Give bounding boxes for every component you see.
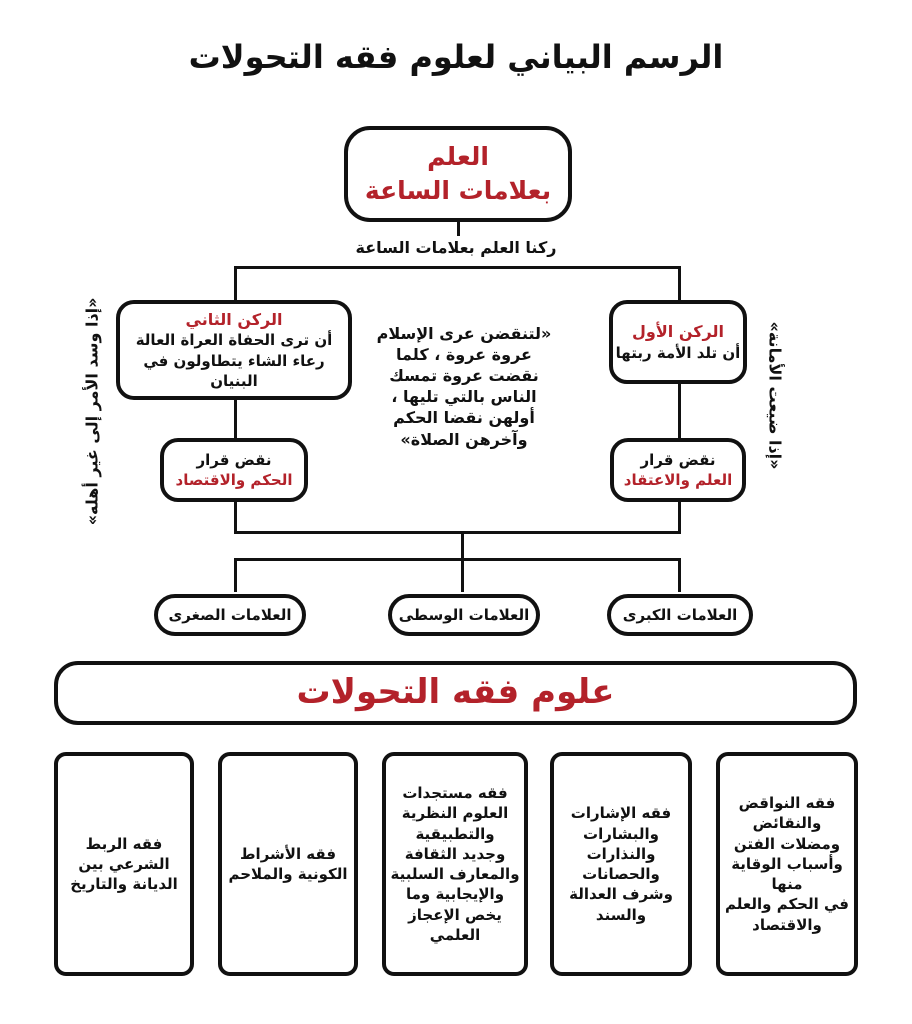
sign-middle-label: العلامات الوسطى bbox=[398, 605, 530, 624]
hadith-line6: وآخرهن الصلاة» bbox=[400, 429, 528, 449]
science-box-3-line1: فقه مستجدات bbox=[402, 784, 508, 802]
hadith-text bbox=[374, 323, 554, 450]
sciences-banner-text: علوم فقه التحولات bbox=[296, 672, 615, 713]
science-box-5-line2: الشرعي بين bbox=[78, 854, 170, 873]
science-box-1-line5: منها bbox=[771, 875, 803, 894]
sign-minor-label: العلامات الصغرى bbox=[168, 605, 292, 624]
science-box-3 bbox=[382, 752, 528, 976]
science-box-4 bbox=[218, 752, 358, 976]
pillar-one-box bbox=[609, 300, 747, 384]
science-box-2-line2: والبشارات bbox=[583, 824, 659, 843]
sciences-banner bbox=[54, 661, 857, 725]
pillar-one-text: أن تلد الأمة ربتها bbox=[615, 343, 741, 362]
science-box-3-line6: والإيجابية وما bbox=[405, 885, 505, 904]
science-box-3-line2: العلوم النظرية bbox=[401, 804, 509, 823]
sign-minor-box bbox=[154, 594, 306, 636]
top-box-line2: بعلامات الساعة bbox=[364, 176, 552, 205]
decision-left-box bbox=[160, 438, 308, 502]
connector-signs-left-down bbox=[234, 558, 237, 592]
connector-signs-right-down bbox=[678, 558, 681, 592]
vertical-right-quote: «إذا ضيعت الأمانة» bbox=[765, 321, 785, 470]
connector-left-decision-bottom bbox=[234, 500, 237, 532]
science-box-5-line3: الديانة والتاريخ bbox=[70, 875, 178, 894]
decision-left-line1: نقض قرار bbox=[196, 450, 272, 469]
science-box-1 bbox=[716, 752, 858, 976]
connector-left-pillar-decision bbox=[234, 398, 237, 440]
science-box-4-line2: الكونية والملاحم bbox=[228, 865, 348, 883]
page-title: الرسم البياني لعلوم فقه التحولات bbox=[188, 38, 724, 76]
hadith-line3: نقضت عروة تمسك bbox=[389, 366, 539, 386]
science-box-3-line4: وجديد الثقافة bbox=[404, 844, 506, 863]
science-box-1-line7: والاقتصاد bbox=[752, 915, 822, 934]
science-box-3-line3: والتطبيقية bbox=[415, 824, 495, 843]
sign-major-label: العلامات الكبرى bbox=[622, 605, 738, 624]
science-box-2-line4: والحصانات bbox=[582, 865, 660, 883]
hadith-line2: عروة عروة ، كلما bbox=[396, 345, 532, 365]
decision-right-box bbox=[610, 438, 746, 502]
pillar-two-title: الركن الثاني bbox=[185, 309, 283, 329]
science-box-2-line3: والنذارات bbox=[586, 844, 656, 863]
science-box-1-line4: وأسباب الوقاية bbox=[731, 854, 843, 873]
pillars-label: ركنا العلم بعلامات الساعة bbox=[355, 238, 557, 257]
pillar-two-line2: رعاء الشاء يتطاولون في البنيان bbox=[143, 351, 325, 390]
top-box-line1: العلم bbox=[427, 142, 489, 172]
pillar-one-title: الركن الأول bbox=[632, 322, 724, 342]
decision-left-line2: الحكم والاقتصاد bbox=[175, 471, 293, 489]
connector-signs-horizontal bbox=[234, 558, 681, 561]
science-box-2 bbox=[550, 752, 692, 976]
connector-mid-down bbox=[461, 531, 464, 559]
sign-major-box bbox=[607, 594, 753, 636]
science-box-4-line1: فقه الأشراط bbox=[239, 844, 337, 863]
science-box-5 bbox=[54, 752, 194, 976]
science-box-1-line1: فقه النواقض bbox=[738, 794, 836, 813]
connector-mid-horizontal bbox=[234, 531, 681, 534]
decision-right-line2: العلم والاعتقاد bbox=[623, 471, 733, 489]
sign-middle-box bbox=[388, 594, 540, 636]
connector-signs-middle-down bbox=[461, 558, 464, 592]
science-box-2-line1: فقه الإشارات bbox=[570, 804, 672, 823]
pillar-two-line1: أن ترى الحفاة العراة العالة bbox=[135, 331, 333, 350]
science-box-1-line6: في الحكم والعلم bbox=[725, 895, 849, 914]
vertical-left-quote: «إذا وسد الأمر إلى غير أهله» bbox=[82, 297, 102, 526]
connector-top-horizontal bbox=[234, 266, 681, 269]
top-knowledge-box bbox=[344, 126, 572, 222]
science-box-3-line7: يخص الإعجاز bbox=[408, 905, 502, 924]
decision-right-line1: نقض قرار bbox=[640, 450, 716, 469]
science-box-3-line5: والمعارف السلبية bbox=[390, 865, 520, 883]
hadith-line5: أولهن نقضا الحكم bbox=[393, 408, 535, 428]
science-box-2-line6: والسند bbox=[595, 905, 647, 924]
hadith-line4: الناس بالتي تليها ، bbox=[391, 387, 537, 407]
science-box-1-line2: والنقائض bbox=[752, 814, 822, 833]
hadith-line1: «لتنقضن عرى الإسلام bbox=[376, 324, 552, 343]
science-box-5-line1: فقه الربط bbox=[85, 834, 163, 853]
science-box-3-line8: العلمي bbox=[429, 925, 481, 944]
science-box-2-line5: وشرف العدالة bbox=[569, 885, 673, 904]
pillar-two-box bbox=[116, 300, 352, 400]
connector-right-decision-bottom bbox=[678, 500, 681, 532]
connector-right-pillar-decision bbox=[678, 382, 681, 440]
science-box-1-line3: ومضلات الفتن bbox=[733, 834, 841, 853]
